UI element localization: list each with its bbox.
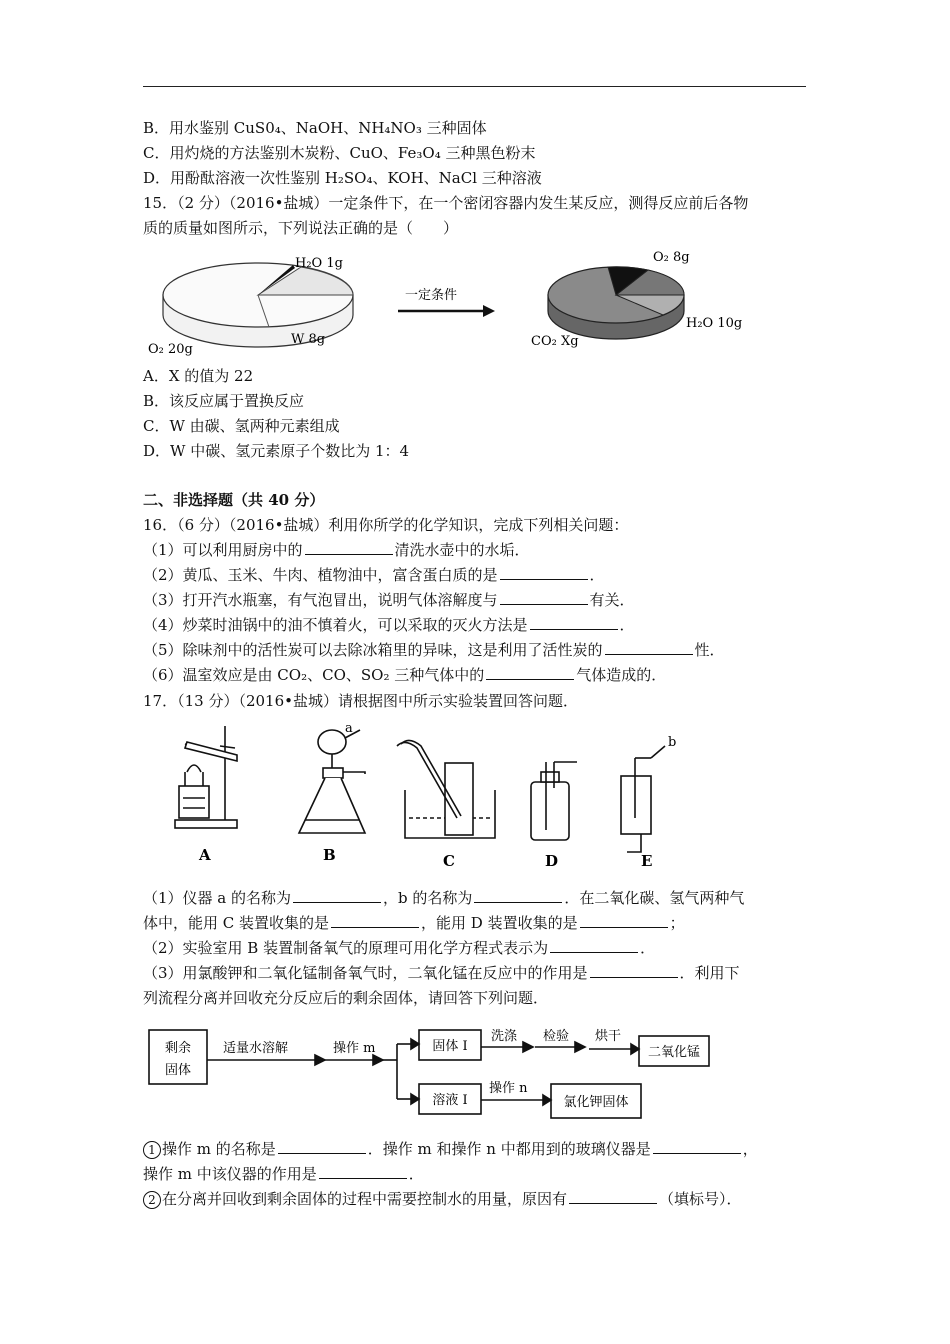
label-h2o-after: H₂O 10g: [686, 316, 743, 331]
flow-wash: 洗涤: [491, 1029, 518, 1044]
answer-blank[interactable]: [530, 615, 618, 630]
flow-product2: 氯化钾固体: [563, 1095, 629, 1110]
q14-option-d: D．用酚酞溶液一次性鉴别 H₂SO₄、KOH、NaCl 三种溶液: [143, 169, 542, 187]
arrow-condition-label: 一定条件: [405, 288, 458, 303]
reaction-arrow: [398, 305, 495, 317]
answer-blank[interactable]: [500, 590, 588, 605]
q17-sub1-line2: 操作 m 中该仪器的作用是 ．: [143, 1165, 424, 1183]
q17-p1-line1: （1）仪器 a 的名称为 ，b 的名称为 ．在二氧化碳、氢气两种气: [143, 889, 745, 907]
answer-blank[interactable]: [474, 888, 562, 903]
apparatus-c: [397, 740, 495, 838]
flow-solid: 固体 I: [432, 1039, 468, 1054]
circled-number: 2: [143, 1191, 161, 1209]
answer-blank[interactable]: [590, 963, 678, 978]
q16-item-3: （3）打开汽水瓶塞，有气泡冒出，说明气体溶解度与 有关．: [143, 591, 635, 609]
flow-step1: 适量水溶解: [223, 1041, 289, 1056]
q16-stem: 16．（6 分）（2016•盐城）利用你所学的化学知识，完成下列相关问题：: [143, 516, 629, 534]
q14-option-b: B．用水鉴别 CuS0₄、NaOH、NH₄NO₃ 三种固体: [143, 119, 487, 137]
label-c: C: [443, 852, 455, 868]
q15-option-c: C．W 由碳、氢两种元素组成: [143, 417, 340, 435]
q15-option-a: A．X 的值为 22: [143, 367, 254, 385]
flow-check: 检验: [543, 1029, 570, 1044]
q17-p2: （2）实验室用 B 装置制备氧气的原理可用化学方程式表示为 ．: [143, 939, 656, 957]
label-b: B: [323, 846, 336, 864]
label-o2-before: O₂ 20g: [148, 342, 193, 357]
label-a: A: [199, 846, 211, 864]
q17-sub2: 2 在分离并回收到剩余固体的过程中需要控制水的用量，原因有 （填标号）．: [143, 1189, 742, 1209]
q16-item-5: （5）除味剂中的活性炭可以去除冰箱里的异味，这是利用了活性炭的 性．: [143, 641, 725, 659]
answer-blank[interactable]: [569, 1189, 657, 1204]
answer-blank[interactable]: [605, 640, 693, 655]
q16-item-4: （4）炒菜时油锅中的油不慎着火，可以采取的灭火方法是 ．: [143, 616, 635, 634]
apparatus-b: [299, 730, 365, 833]
label-o2-after: O₂ 8g: [653, 250, 690, 265]
q15-option-b: B．该反应属于置换反应: [143, 392, 305, 410]
q16-item-2: （2）黄瓜、玉米、牛肉、植物油中，富含蛋白质的是 ．: [143, 566, 605, 584]
answer-blank[interactable]: [293, 888, 381, 903]
label-co2-after: CO₂ Xg: [531, 334, 579, 349]
q17-p3-line2: 列流程分离并回收充分反应后的剩余固体，请回答下列问题．: [143, 989, 549, 1007]
q14-option-c: C．用灼烧的方法鉴别木炭粉、CuO、Fe₃O₄ 三种黑色粉末: [143, 144, 536, 162]
apparatus-figure: [165, 718, 705, 868]
answer-blank[interactable]: [278, 1139, 366, 1154]
answer-blank[interactable]: [305, 540, 393, 555]
q16-item-6: （6）温室效应是由 CO₂、CO、SO₂ 三种气体中的 气体造成的．: [143, 666, 667, 684]
answer-blank[interactable]: [580, 913, 668, 928]
apparatus-e: [621, 746, 665, 852]
answer-blank[interactable]: [486, 665, 574, 680]
apparatus-a: [175, 726, 237, 828]
q17-sub1-line1: 1 操作 m 的名称是 ．操作 m 和操作 n 中都用到的玻璃仪器是 ，: [143, 1139, 758, 1159]
answer-blank[interactable]: [331, 913, 419, 928]
section-title: 二、非选择题（共 40 分）: [143, 491, 325, 509]
pointer-label-a: a: [345, 721, 353, 736]
answer-blank[interactable]: [500, 565, 588, 580]
header-rule: [143, 86, 806, 87]
flow-dry: 烘干: [595, 1029, 622, 1044]
q15-stem-line2: 质的质量如图所示，下列说法正确的是（ ）: [143, 219, 459, 237]
circled-number: 1: [143, 1141, 161, 1159]
q17-stem: 17．（13 分）（2016•盐城）请根据图中所示实验装置回答问题．: [143, 692, 578, 710]
answer-blank[interactable]: [653, 1139, 741, 1154]
q16-item-1: （1）可以利用厨房中的 清洗水壶中的水垢．: [143, 541, 530, 559]
label-w-before: W 8g: [291, 332, 326, 347]
q17-p1-line2: 体中，能用 C 装置收集的是 ，能用 D 装置收集的是 ；: [143, 914, 685, 932]
q17-p3-line1: （3）用氯酸钾和二氧化锰制备氧气时，二氧化锰在反应中的作用是 ．利用下: [143, 964, 740, 982]
pointer-label-b: b: [668, 735, 677, 750]
answer-blank[interactable]: [319, 1164, 407, 1179]
answer-blank[interactable]: [550, 938, 638, 953]
apparatus-d: [531, 762, 577, 840]
q15-pie-figure: [143, 245, 763, 365]
label-d: D: [545, 852, 559, 868]
flow-product1: 二氧化锰: [647, 1045, 701, 1060]
label-e: E: [641, 852, 653, 868]
q15-stem-line1: 15．（2 分）（2016•盐城）一定条件下，在一个密闭容器内发生某反应，测得反应前后各物: [143, 194, 749, 212]
flow-op-m: 操作 m: [333, 1041, 376, 1056]
pie-after: [548, 267, 684, 339]
flow-op-n: 操作 n: [489, 1081, 528, 1096]
flow-start-label: 剩余固体: [164, 1041, 192, 1078]
label-h2o-before: H₂O 1g: [295, 256, 343, 271]
flow-chart: [143, 1022, 723, 1126]
flow-liquid: 溶液 I: [432, 1093, 468, 1108]
q15-option-d: D．W 中碳、氢元素原子个数比为 1：4: [143, 442, 410, 460]
